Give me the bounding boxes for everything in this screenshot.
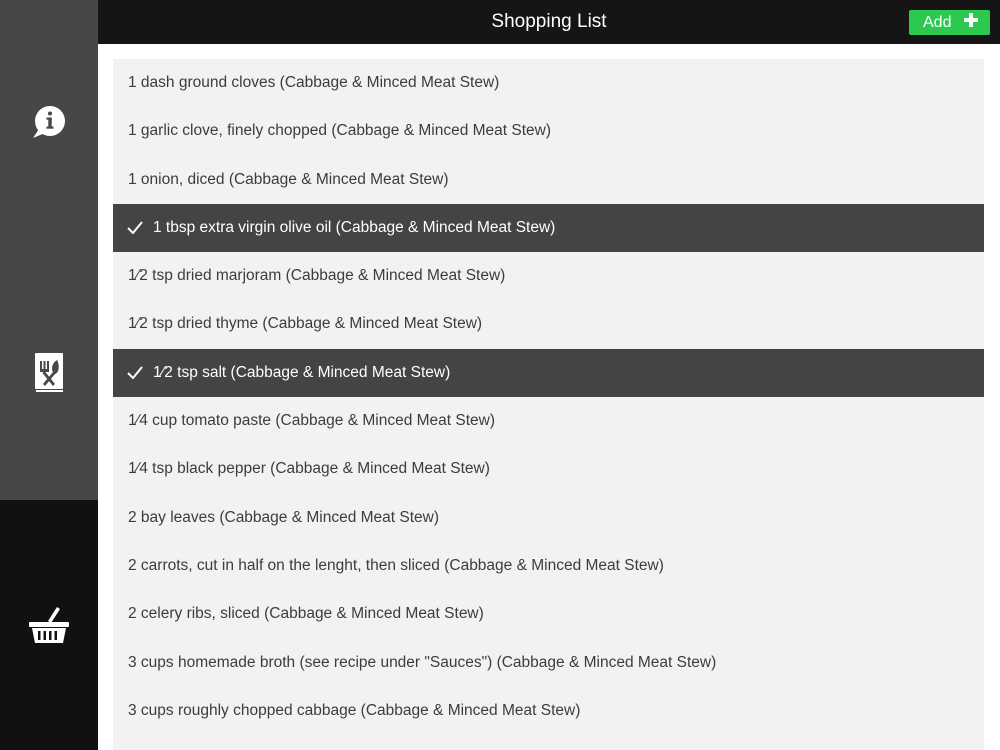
list-item[interactable] — [113, 735, 984, 750]
sidebar — [0, 0, 98, 750]
list-item-text: 2 celery ribs, sliced (Cabbage & Minced Meat Stew) — [128, 605, 484, 623]
list-item-text: 3 cups homemade broth (see recipe under "Sauces") (Cabbage & Minced Meat Stew) — [128, 653, 717, 671]
sidebar-item-info[interactable] — [0, 78, 98, 168]
list-item[interactable] — [113, 156, 984, 204]
list-item[interactable] — [113, 349, 984, 397]
list-item-text: 1 dash ground cloves (Cabbage & Minced Meat Stew) — [128, 74, 500, 91]
list-item-text: 1 onion, diced (Cabbage & Minced Meat Stew) — [128, 170, 449, 188]
basket-icon — [28, 605, 70, 645]
main-content — [98, 44, 1000, 750]
info-bubble-icon — [29, 105, 69, 141]
checkmark-icon — [127, 204, 143, 252]
list-item[interactable] — [113, 687, 984, 735]
list-item-text: 1⁄2 tsp dried marjoram (Cabbage & Minced Meat Stew) — [128, 267, 506, 285]
add-button-label: Add — [923, 13, 952, 31]
list-item-text: 3 cups roughly chopped cabbage (Cabbage & Minced Meat Stew) — [128, 701, 581, 719]
list-item[interactable] — [113, 397, 984, 445]
sidebar-item-shopping[interactable] — [0, 580, 98, 670]
header-bar — [98, 0, 1000, 44]
list-item-text: 1⁄4 cup tomato paste (Cabbage & Minced Meat Stew) — [128, 412, 496, 430]
list-item[interactable] — [113, 494, 984, 542]
list-item-text: 1⁄2 tsp salt (Cabbage & Minced Meat Stew) — [153, 363, 451, 381]
list-item-text: 2 bay leaves (Cabbage & Minced Meat Stew) — [128, 508, 440, 526]
list-item-text: 1 tbsp extra virgin olive oil (Cabbage & Minced Meat Stew) — [153, 218, 556, 236]
list-item[interactable] — [113, 252, 984, 300]
plus-icon — [964, 13, 978, 32]
recipe-book-icon — [33, 352, 65, 394]
list-item[interactable] — [113, 445, 984, 493]
list-item[interactable] — [113, 204, 984, 252]
page-title: Shopping List — [491, 11, 607, 32]
shopping-list — [113, 59, 984, 750]
sidebar-top-panel — [0, 0, 98, 500]
add-button[interactable] — [909, 10, 990, 35]
list-item[interactable] — [113, 300, 984, 348]
list-item-text: 1⁄2 tsp dried thyme (Cabbage & Minced Meat Stew) — [128, 315, 483, 333]
sidebar-item-recipes[interactable] — [0, 328, 98, 418]
checkmark-icon — [127, 349, 143, 397]
list-item-text: 2 carrots, cut in half on the lenght, then sliced (Cabbage & Minced Meat Stew) — [128, 556, 664, 574]
list-item[interactable] — [113, 107, 984, 155]
list-item[interactable] — [113, 59, 984, 107]
list-item[interactable] — [113, 542, 984, 590]
list-item[interactable] — [113, 590, 984, 638]
list-item-text: 1⁄4 tsp black pepper (Cabbage & Minced Meat Stew) — [128, 460, 490, 478]
list-item[interactable] — [113, 639, 984, 687]
list-item-text: 1 garlic clove, finely chopped (Cabbage & Minced Meat Stew) — [128, 122, 552, 140]
